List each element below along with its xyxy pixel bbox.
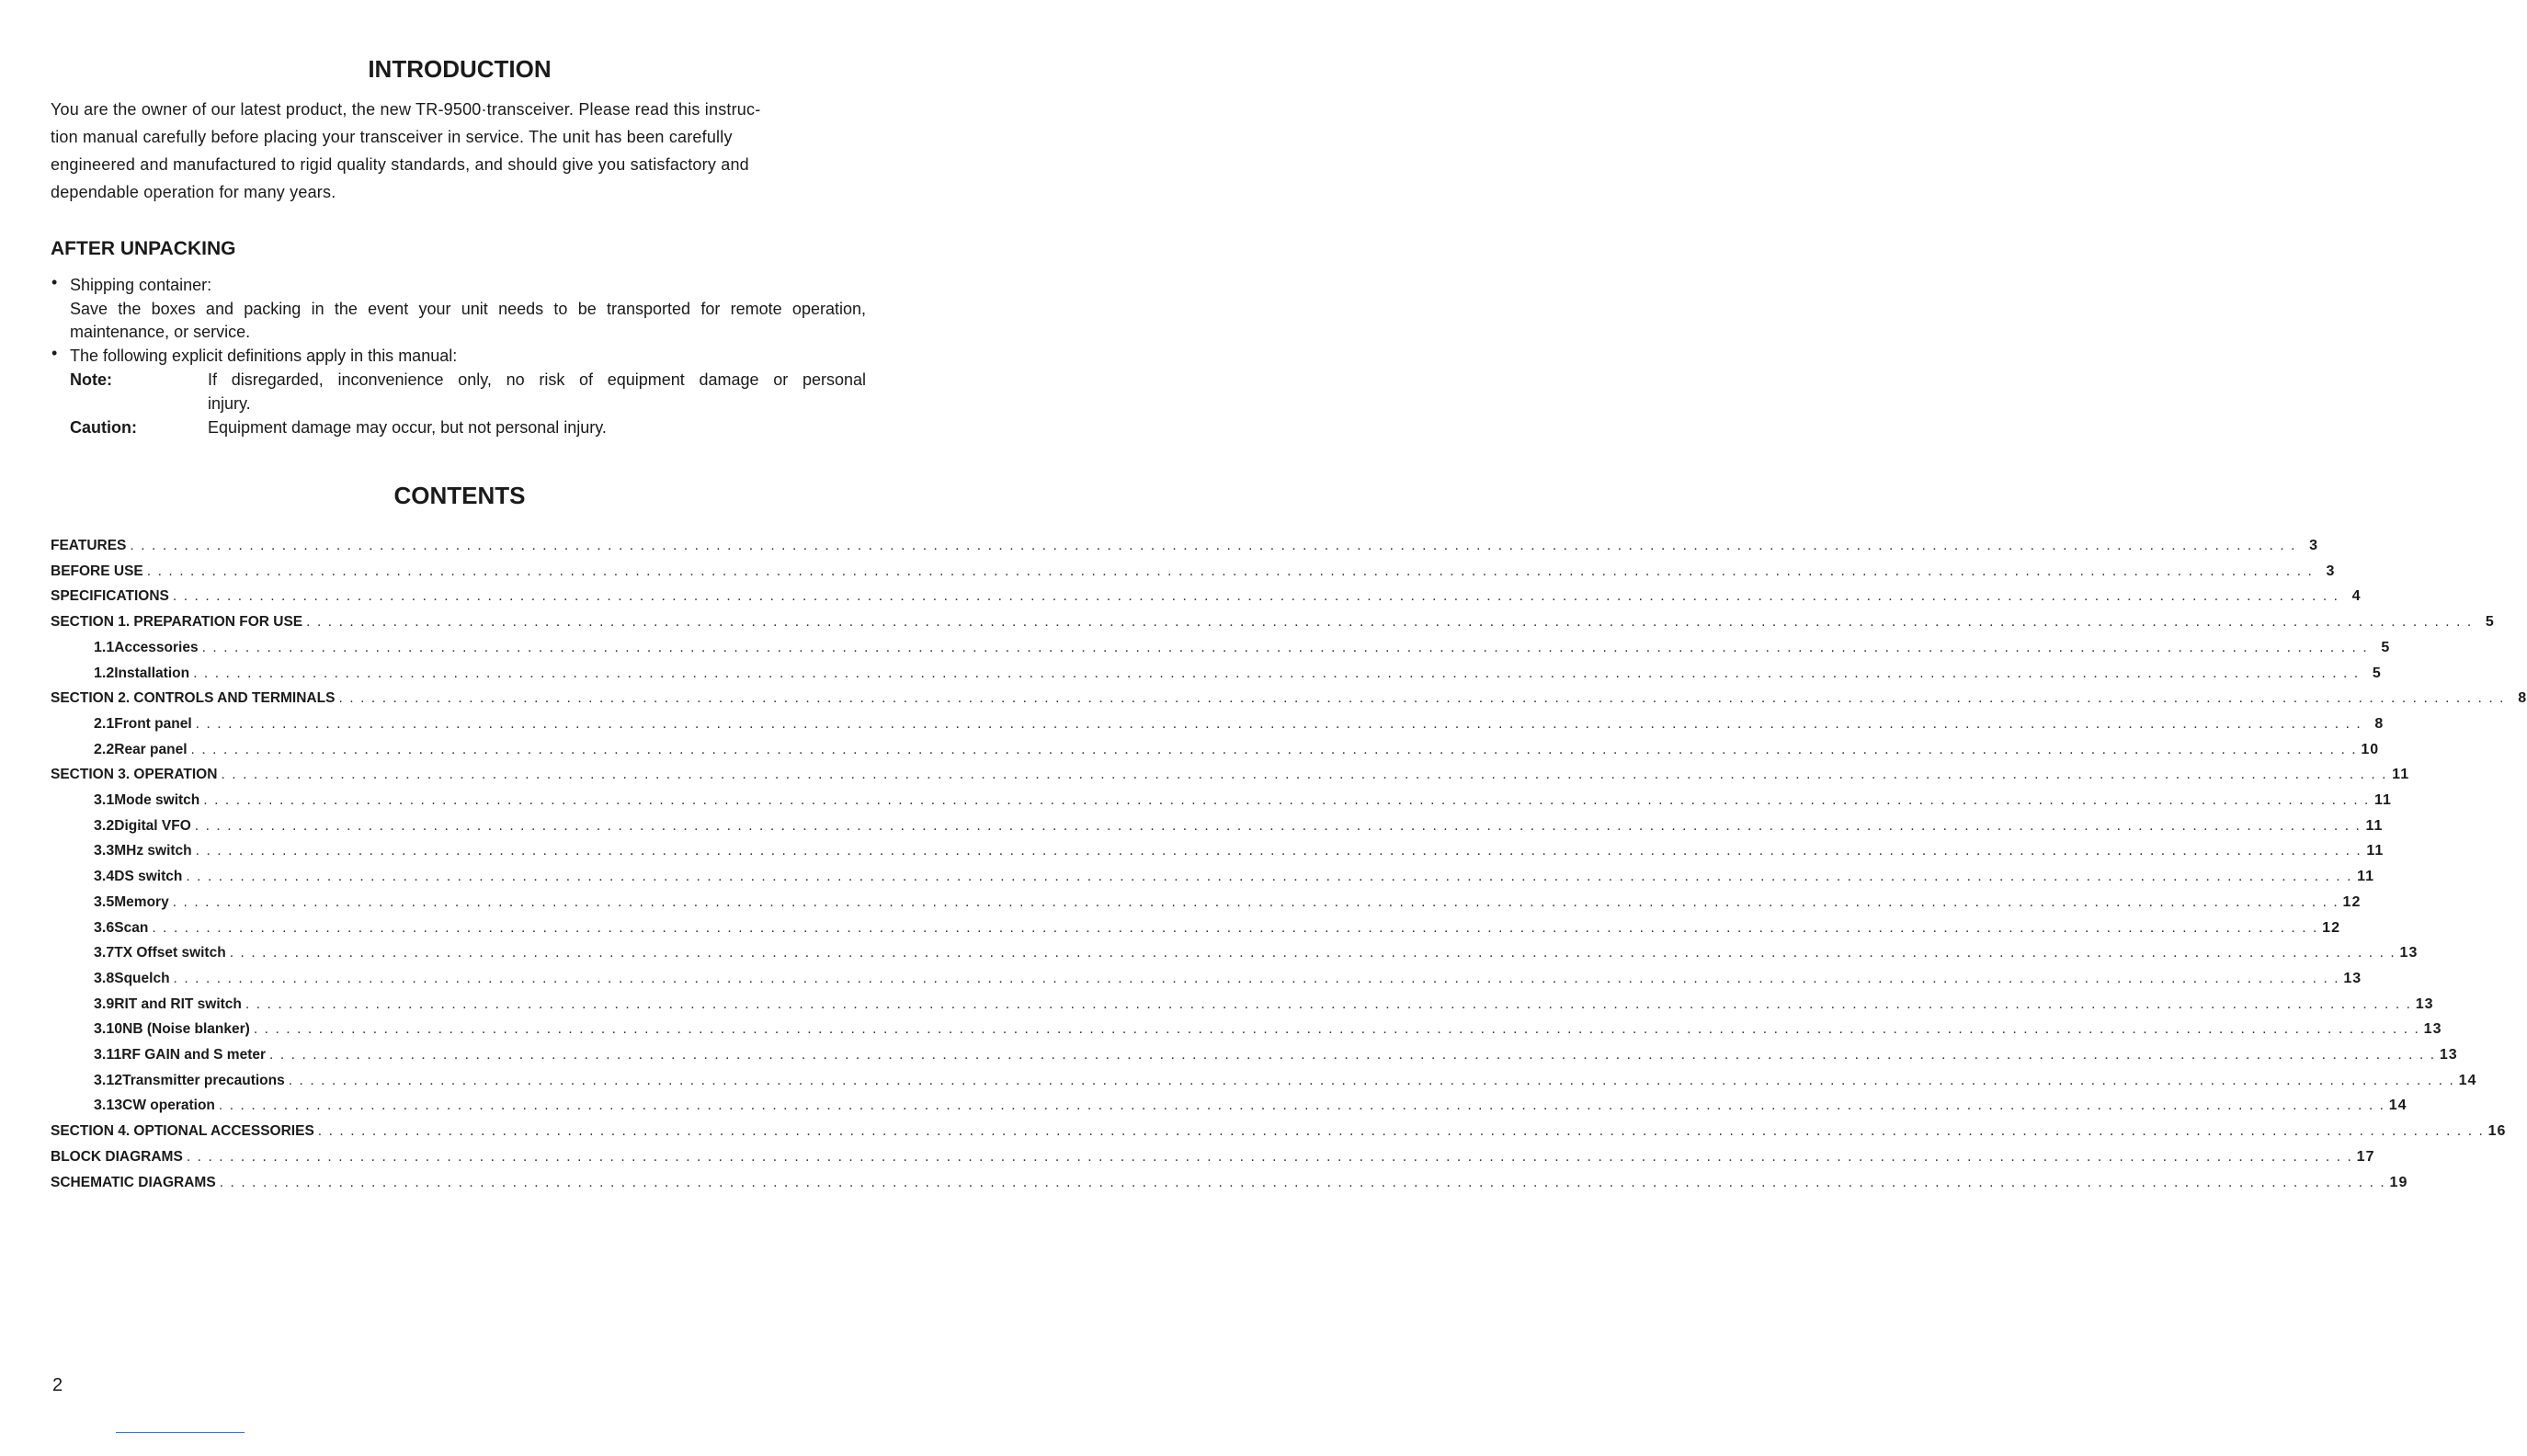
- toc-dot-leader: . . . . . . . . . . . . . . . . . . . . . . . . . . . . . . . . . . . . . . . . . . . . . . . . . . . . . . . . . . . . . . . . . . . . . . . . . . . . . . . . . . . . . . . . . . . . . . . . . . . . . . . . . . . . . . . . . . . . . . . . . . . . . . . . . . . . . . . . . . . . . . . . . . . . . . . . . . . . . . . . . . . . . . . . . . . . . . . . . . . . . . . . . . . . . . . . . . . . . . . .: [269, 1047, 2436, 1063]
- toc-entry-page: 14: [2388, 1098, 2407, 1114]
- toc-entry-number: 3.8: [94, 970, 115, 986]
- toc-entry-page: 13: [2343, 970, 2362, 986]
- toc-entry: [94, 817, 2384, 844]
- toc-entry-number: 1.1: [94, 639, 115, 655]
- toc-entry-label: TX Offset switch: [114, 945, 226, 961]
- toc-entry-label: SECTION 3. OPERATION: [51, 767, 218, 783]
- toc-entry-page: 8: [2374, 715, 2385, 732]
- toc-entry-page: 5: [2381, 639, 2391, 655]
- bullet-dot: •: [51, 344, 58, 362]
- toc-dot-leader: . . . . . . . . . . . . . . . . . . . . . . . . . . . . . . . . . . . . . . . . . . . . . . . . . . . . . . . . . . . . . . . . . . . . . . . . . . . . . . . . . . . . . . . . . . . . . . . . . . . . . . . . . . . . . . . . . . . . . . . . . . . . . . . . . . . . . . . . . . . . . . . . . . . . . . . . . . . . . . . . . . . . . . . . . . . . . . . . . . . . . . . . . . . . . . . . . . . . . . . .: [245, 995, 2412, 1012]
- toc-entry-label: Transmitter precautions: [122, 1072, 285, 1088]
- toc-dot-leader: . . . . . . . . . . . . . . . . . . . . . . . . . . . . . . . . . . . . . . . . . . . . . . . . . . . . . . . . . . . . . . . . . . . . . . . . . . . . . . . . . . . . . . . . . . . . . . . . . . . . . . . . . . . . . . . . . . . . . . . . . . . . . . . . . . . . . . . . . . . . . . . . . . . . . . . . . . . . . . . . . . . . . . . . . . . . . . . . . . . . . . . . . . . . . . . . . . . . . . . .: [195, 715, 2362, 732]
- toc-entry-number: 1.2: [94, 665, 115, 681]
- toc-entry-label: BEFORE USE: [51, 563, 143, 579]
- toc-entry-number: 3.13: [94, 1098, 123, 1114]
- toc-dot-leader: . . . . . . . . . . . . . . . . . . . . . . . . . . . . . . . . . . . . . . . . . . . . . . . . . . . . . . . . . . . . . . . . . . . . . . . . . . . . . . . . . . . . . . . . . . . . . . . . . . . . . . . . . . . . . . . . . . . . . . . . . . . . . . . . . . . . . . . . . . . . . . . . . . . . . . . . . . . . . . . . . . . . . . . . . . . . . . . . . . . . . . . . . . . . . . . . . . . . . . . .: [338, 690, 2506, 707]
- toc-entry-label: Rear panel: [114, 741, 188, 757]
- bullet-shipping-body: Save the boxes and packing in the event your unit needs to be transported for remote operation,: [70, 300, 866, 318]
- intro-line: dependable operation for many years.: [51, 183, 336, 201]
- toc-entry-number: 3.5: [94, 893, 115, 910]
- toc-entry: [94, 1072, 2477, 1098]
- contents-heading: CONTENTS: [393, 482, 526, 509]
- toc-entry: [51, 690, 2527, 716]
- toc-dot-leader: . . . . . . . . . . . . . . . . . . . . . . . . . . . . . . . . . . . . . . . . . . . . . . . . . . . . . . . . . . . . . . . . . . . . . . . . . . . . . . . . . . . . . . . . . . . . . . . . . . . . . . . . . . . . . . . . . . . . . . . . . . . . . . . . . . . . . . . . . . . . . . . . . . . . . . . . . . . . . . . . . . . . . . . . . . . . . . . . . . . . . . . . . . . . . . . . . . . . . . . .: [194, 817, 2362, 834]
- toc-entry-number: 3.2: [94, 817, 115, 834]
- toc-entry-label: SECTION 1. PREPARATION FOR USE: [51, 614, 303, 631]
- caution-definition: Equipment damage may occur, but not personal injury.: [208, 418, 607, 437]
- page-number: 2: [52, 1375, 63, 1395]
- toc-dot-leader: . . . . . . . . . . . . . . . . . . . . . . . . . . . . . . . . . . . . . . . . . . . . . . . . . . . . . . . . . . . . . . . . . . . . . . . . . . . . . . . . . . . . . . . . . . . . . . . . . . . . . . . . . . . . . . . . . . . . . . . . . . . . . . . . . . . . . . . . . . . . . . . . . . . . . . . . . . . . . . . . . . . . . . . . . . . . . . . . . . . . . . . . . . . . . . . . . . . . . . . .: [172, 588, 2339, 605]
- intro-line: engineered and manufactured to rigid quality standards, and should give you satisfactory and: [51, 155, 749, 174]
- toc-entry: [94, 869, 2374, 894]
- toc-entry-label: Front panel: [114, 715, 192, 732]
- toc-entry-page: 19: [2389, 1174, 2408, 1190]
- toc-dot-leader: . . . . . . . . . . . . . . . . . . . . . . . . . . . . . . . . . . . . . . . . . . . . . . . . . . . . . . . . . . . . . . . . . . . . . . . . . . . . . . . . . . . . . . . . . . . . . . . . . . . . . . . . . . . . . . . . . . . . . . . . . . . . . . . . . . . . . . . . . . . . . . . . . . . . . . . . . . . . . . . . . . . . . . . . . . . . . . . . . . . . . . . . . . . . . . . . . . . . . . . .: [186, 869, 2352, 885]
- toc-entry-number: 3.11: [94, 1047, 122, 1063]
- toc-entry-page: 5: [2372, 665, 2382, 681]
- toc-entry-number: 3.1: [94, 792, 115, 808]
- intro-line: You are the owner of our latest product, the new TR-9500·transceiver. Please read this instruc-: [51, 100, 761, 119]
- bullet-shipping-body: maintenance, or service.: [70, 323, 251, 341]
- toc-entry: [94, 970, 2362, 996]
- note-definition: injury.: [208, 394, 251, 413]
- toc-entry: [94, 893, 2362, 920]
- note-definition: If disregarded, inconvenience only, no risk of equipment damage or personal: [208, 370, 866, 389]
- toc-entry-page: 11: [2357, 869, 2374, 885]
- toc-entry-number: 3.7: [94, 945, 115, 961]
- toc-entry-label: SCHEMATIC DIAGRAMS: [51, 1174, 216, 1190]
- toc-entry-label: RF GAIN and S meter: [121, 1047, 267, 1063]
- caution-term: Caution:: [70, 418, 137, 437]
- toc-entry-label: SECTION 2. CONTROLS AND TERMINALS: [51, 690, 336, 707]
- toc-dot-leader: . . . . . . . . . . . . . . . . . . . . . . . . . . . . . . . . . . . . . . . . . . . . . . . . . . . . . . . . . . . . . . . . . . . . . . . . . . . . . . . . . . . . . . . . . . . . . . . . . . . . . . . . . . . . . . . . . . . . . . . . . . . . . . . . . . . . . . . . . . . . . . . . . . . . . . . . . . . . . . . . . . . . . . . . . . . . . . . . . . . . . . . . . . . . . . . . . . . . . . . .: [221, 767, 2388, 783]
- toc-entry: [51, 563, 2336, 589]
- toc-entry: [94, 1021, 2442, 1047]
- toc-entry-number: 3.3: [94, 843, 115, 859]
- toc-entry-page: 14: [2458, 1072, 2477, 1088]
- toc-dot-leader: . . . . . . . . . . . . . . . . . . . . . . . . . . . . . . . . . . . . . . . . . . . . . . . . . . . . . . . . . . . . . . . . . . . . . . . . . . . . . . . . . . . . . . . . . . . . . . . . . . . . . . . . . . . . . . . . . . . . . . . . . . . . . . . . . . . . . . . . . . . . . . . . . . . . . . . . . . . . . . . . . . . . . . . . . . . . . . . . . . . . . . . . . . . . . . . . . . . . . . . .: [218, 1098, 2385, 1114]
- toc-dot-leader: . . . . . . . . . . . . . . . . . . . . . . . . . . . . . . . . . . . . . . . . . . . . . . . . . . . . . . . . . . . . . . . . . . . . . . . . . . . . . . . . . . . . . . . . . . . . . . . . . . . . . . . . . . . . . . . . . . . . . . . . . . . . . . . . . . . . . . . . . . . . . . . . . . . . . . . . . . . . . . . . . . . . . . . . . . . . . . . . . . . . . . . . . . . . . . . . . . . . . . . .: [288, 1072, 2455, 1088]
- toc-entry-page: 13: [2399, 945, 2419, 961]
- toc-entry-label: Mode switch: [114, 792, 200, 808]
- toc-entry-page: 10: [2361, 741, 2380, 757]
- toc-dot-leader: . . . . . . . . . . . . . . . . . . . . . . . . . . . . . . . . . . . . . . . . . . . . . . . . . . . . . . . . . . . . . . . . . . . . . . . . . . . . . . . . . . . . . . . . . . . . . . . . . . . . . . . . . . . . . . . . . . . . . . . . . . . . . . . . . . . . . . . . . . . . . . . . . . . . . . . . . . . . . . . . . . . . . . . . . . . . . . . . . . . . . . . . . . . . . . . . . . . . . . . .: [173, 970, 2340, 986]
- bullet-dot: •: [51, 273, 58, 291]
- toc-entry-page: 13: [2439, 1047, 2458, 1063]
- toc-entry-label: RIT and RIT switch: [114, 995, 242, 1012]
- toc-entry: [94, 945, 2419, 971]
- toc-entry-page: 3: [2309, 538, 2319, 553]
- toc-entry-page: 12: [2342, 893, 2362, 910]
- toc-entry-label: DS switch: [114, 869, 183, 885]
- toc-entry-page: 11: [2366, 843, 2385, 859]
- toc-entry-number: 3.9: [94, 995, 115, 1012]
- toc-entry: [94, 665, 2382, 691]
- toc-entry: [51, 767, 2410, 792]
- toc-entry-page: 13: [2415, 995, 2434, 1012]
- toc-entry: [94, 741, 2380, 768]
- toc-dot-leader: . . . . . . . . . . . . . . . . . . . . . . . . . . . . . . . . . . . . . . . . . . . . . . . . . . . . . . . . . . . . . . . . . . . . . . . . . . . . . . . . . . . . . . . . . . . . . . . . . . . . . . . . . . . . . . . . . . . . . . . . . . . . . . . . . . . . . . . . . . . . . . . . . . . . . . . . . . . . . . . . . . . . . . . . . . . . . . . . . . . . . . . . . . . . . . . . . . . . . . . .: [190, 741, 2358, 757]
- toc-entry-page: 17: [2356, 1148, 2375, 1165]
- toc-dot-leader: . . . . . . . . . . . . . . . . . . . . . . . . . . . . . . . . . . . . . . . . . . . . . . . . . . . . . . . . . . . . . . . . . . . . . . . . . . . . . . . . . . . . . . . . . . . . . . . . . . . . . . . . . . . . . . . . . . . . . . . . . . . . . . . . . . . . . . . . . . . . . . . . . . . . . . . . . . . . . . . . . . . . . . . . . . . . . . . . . . . . . . . . . . . . . . . . . . . . . . . .: [229, 945, 2396, 961]
- toc-entry-label: SECTION 4. OPTIONAL ACCESSORIES: [51, 1123, 314, 1140]
- toc-entry-number: 3.4: [94, 869, 115, 885]
- toc-dot-leader: . . . . . . . . . . . . . . . . . . . . . . . . . . . . . . . . . . . . . . . . . . . . . . . . . . . . . . . . . . . . . . . . . . . . . . . . . . . . . . . . . . . . . . . . . . . . . . . . . . . . . . . . . . . . . . . . . . . . . . . . . . . . . . . . . . . . . . . . . . . . . . . . . . . . . . . . . . . . . . . . . . . . . . . . . . . . . . . . . . . . . . . . . . . . . . . . . . . . . . . .: [201, 639, 2369, 655]
- toc-entry: [51, 538, 2319, 563]
- after-unpacking-heading: AFTER UNPACKING: [51, 238, 236, 259]
- toc-dot-leader: . . . . . . . . . . . . . . . . . . . . . . . . . . . . . . . . . . . . . . . . . . . . . . . . . . . . . . . . . . . . . . . . . . . . . . . . . . . . . . . . . . . . . . . . . . . . . . . . . . . . . . . . . . . . . . . . . . . . . . . . . . . . . . . . . . . . . . . . . . . . . . . . . . . . . . . . . . . . . . . . . . . . . . . . . . . . . . . . . . . . . . . . . . . . . . . . . . . . . . . .: [195, 843, 2362, 859]
- bullet-shipping-container: Shipping container:: [70, 276, 212, 294]
- toc-entry-page: 12: [2322, 919, 2340, 936]
- toc-entry-label: Installation: [114, 665, 190, 681]
- toc-dot-leader: . . . . . . . . . . . . . . . . . . . . . . . . . . . . . . . . . . . . . . . . . . . . . . . . . . . . . . . . . . . . . . . . . . . . . . . . . . . . . . . . . . . . . . . . . . . . . . . . . . . . . . . . . . . . . . . . . . . . . . . . . . . . . . . . . . . . . . . . . . . . . . . . . . . . . . . . . . . . . . . . . . . . . . . . . . . . . . . . . . . . . . . . . . . . . . . . . . . . . . . .: [186, 1148, 2353, 1165]
- toc-entry: [51, 614, 2495, 640]
- toc-entry-label: Squelch: [114, 970, 170, 986]
- toc-dot-leader: . . . . . . . . . . . . . . . . . . . . . . . . . . . . . . . . . . . . . . . . . . . . . . . . . . . . . . . . . . . . . . . . . . . . . . . . . . . . . . . . . . . . . . . . . . . . . . . . . . . . . . . . . . . . . . . . . . . . . . . . . . . . . . . . . . . . . . . . . . . . . . . . . . . . . . . . . . . . . . . . . . . . . . . . . . . . . . . . . . . . . . . . . . . . . . . . . . . . . . . .: [193, 665, 2360, 681]
- toc-dot-leader: . . . . . . . . . . . . . . . . . . . . . . . . . . . . . . . . . . . . . . . . . . . . . . . . . . . . . . . . . . . . . . . . . . . . . . . . . . . . . . . . . . . . . . . . . . . . . . . . . . . . . . . . . . . . . . . . . . . . . . . . . . . . . . . . . . . . . . . . . . . . . . . . . . . . . . . . . . . . . . . . . . . . . . . . . . . . . . . . . . . . . . . . . . . . . . . . . . . . . . . .: [130, 538, 2297, 553]
- toc-entry: [94, 995, 2434, 1022]
- toc-entry: [51, 1123, 2507, 1149]
- toc-entry-label: MHz switch: [114, 843, 192, 859]
- toc-entry-page: 4: [2351, 588, 2362, 605]
- toc-dot-leader: . . . . . . . . . . . . . . . . . . . . . . . . . . . . . . . . . . . . . . . . . . . . . . . . . . . . . . . . . . . . . . . . . . . . . . . . . . . . . . . . . . . . . . . . . . . . . . . . . . . . . . . . . . . . . . . . . . . . . . . . . . . . . . . . . . . . . . . . . . . . . . . . . . . . . . . . . . . . . . . . . . . . . . . . . . . . . . . . . . . . . . . . . . . . . . . . . . . . . . . .: [219, 1174, 2386, 1190]
- toc-entry: [51, 588, 2362, 614]
- toc-entry-number: 3.6: [94, 919, 115, 936]
- toc-dot-leader: . . . . . . . . . . . . . . . . . . . . . . . . . . . . . . . . . . . . . . . . . . . . . . . . . . . . . . . . . . . . . . . . . . . . . . . . . . . . . . . . . . . . . . . . . . . . . . . . . . . . . . . . . . . . . . . . . . . . . . . . . . . . . . . . . . . . . . . . . . . . . . . . . . . . . . . . . . . . . . . . . . . . . . . . . . . . . . . . . . . . . . . . . . . . . . . . . . . . . . . .: [172, 893, 2339, 910]
- toc-entry-label: Accessories: [114, 639, 199, 655]
- toc-entry-page: 11: [2392, 767, 2410, 783]
- toc-entry: [94, 919, 2340, 946]
- toc-dot-leader: . . . . . . . . . . . . . . . . . . . . . . . . . . . . . . . . . . . . . . . . . . . . . . . . . . . . . . . . . . . . . . . . . . . . . . . . . . . . . . . . . . . . . . . . . . . . . . . . . . . . . . . . . . . . . . . . . . . . . . . . . . . . . . . . . . . . . . . . . . . . . . . . . . . . . . . . . . . . . . . . . . . . . . . . . . . . . . . . . . . . . . . . . . . . . . . . . . . . . . . .: [317, 1123, 2485, 1140]
- toc-entry-page: 11: [2365, 817, 2384, 834]
- toc-dot-leader: . . . . . . . . . . . . . . . . . . . . . . . . . . . . . . . . . . . . . . . . . . . . . . . . . . . . . . . . . . . . . . . . . . . . . . . . . . . . . . . . . . . . . . . . . . . . . . . . . . . . . . . . . . . . . . . . . . . . . . . . . . . . . . . . . . . . . . . . . . . . . . . . . . . . . . . . . . . . . . . . . . . . . . . . . . . . . . . . . . . . . . . . . . . . . . . . . . . . . . . .: [306, 614, 2473, 631]
- toc-entry-label: SPECIFICATIONS: [51, 588, 169, 605]
- toc-entry-label: Scan: [114, 919, 149, 936]
- toc-entry-label: Digital VFO: [114, 817, 191, 834]
- bullet-definitions: The following explicit definitions apply in this manual:: [70, 347, 458, 365]
- toc-entry: [94, 715, 2385, 742]
- toc-dot-leader: . . . . . . . . . . . . . . . . . . . . . . . . . . . . . . . . . . . . . . . . . . . . . . . . . . . . . . . . . . . . . . . . . . . . . . . . . . . . . . . . . . . . . . . . . . . . . . . . . . . . . . . . . . . . . . . . . . . . . . . . . . . . . . . . . . . . . . . . . . . . . . . . . . . . . . . . . . . . . . . . . . . . . . . . . . . . . . . . . . . . . . . . . . . . . . . . . . . . . . . .: [152, 919, 2318, 936]
- toc-entry-page: 16: [2487, 1123, 2507, 1140]
- toc-entry: [94, 1098, 2407, 1123]
- toc-entry: [94, 639, 2391, 665]
- toc-entry-label: Memory: [114, 893, 169, 910]
- toc-entry-page: 8: [2518, 690, 2527, 707]
- toc-entry-number: 3.12: [94, 1072, 123, 1088]
- toc-dot-leader: . . . . . . . . . . . . . . . . . . . . . . . . . . . . . . . . . . . . . . . . . . . . . . . . . . . . . . . . . . . . . . . . . . . . . . . . . . . . . . . . . . . . . . . . . . . . . . . . . . . . . . . . . . . . . . . . . . . . . . . . . . . . . . . . . . . . . . . . . . . . . . . . . . . . . . . . . . . . . . . . . . . . . . . . . . . . . . . . . . . . . . . . . . . . . . . . . . . . . . . .: [146, 563, 2314, 579]
- toc-entry-label: NB (Noise blanker): [122, 1021, 250, 1038]
- introduction-paragraph: [51, 96, 867, 206]
- bottom-rule: [116, 1432, 245, 1433]
- toc-entry-label: FEATURES: [51, 538, 127, 553]
- toc-dot-leader: . . . . . . . . . . . . . . . . . . . . . . . . . . . . . . . . . . . . . . . . . . . . . . . . . . . . . . . . . . . . . . . . . . . . . . . . . . . . . . . . . . . . . . . . . . . . . . . . . . . . . . . . . . . . . . . . . . . . . . . . . . . . . . . . . . . . . . . . . . . . . . . . . . . . . . . . . . . . . . . . . . . . . . . . . . . . . . . . . . . . . . . . . . . . . . . . . . . . . . . .: [203, 792, 2370, 808]
- toc-entry-page: 3: [2326, 563, 2336, 579]
- toc-entry: [51, 1174, 2408, 1200]
- toc-entry: [51, 1148, 2375, 1175]
- toc-entry-label: BLOCK DIAGRAMS: [51, 1148, 183, 1165]
- introduction-heading: INTRODUCTION: [368, 55, 552, 83]
- toc-entry-page: 5: [2485, 614, 2495, 631]
- toc-entry: [94, 792, 2392, 818]
- intro-line: tion manual carefully before placing your transceiver in service. The unit has been carefully: [51, 128, 733, 146]
- toc-entry-number: 2.1: [94, 715, 115, 732]
- toc-entry-number: 3.10: [94, 1021, 123, 1038]
- toc-entry-number: 2.2: [94, 741, 115, 757]
- toc-entry-label: CW operation: [122, 1098, 215, 1114]
- toc-dot-leader: . . . . . . . . . . . . . . . . . . . . . . . . . . . . . . . . . . . . . . . . . . . . . . . . . . . . . . . . . . . . . . . . . . . . . . . . . . . . . . . . . . . . . . . . . . . . . . . . . . . . . . . . . . . . . . . . . . . . . . . . . . . . . . . . . . . . . . . . . . . . . . . . . . . . . . . . . . . . . . . . . . . . . . . . . . . . . . . . . . . . . . . . . . . . . . . . . . . . . . . .: [253, 1021, 2420, 1038]
- toc-entry-page: 13: [2423, 1021, 2442, 1038]
- note-term: Note:: [70, 370, 112, 389]
- toc-entry: [94, 1047, 2458, 1073]
- toc-entry: [94, 843, 2385, 869]
- toc-entry-page: 11: [2374, 792, 2392, 808]
